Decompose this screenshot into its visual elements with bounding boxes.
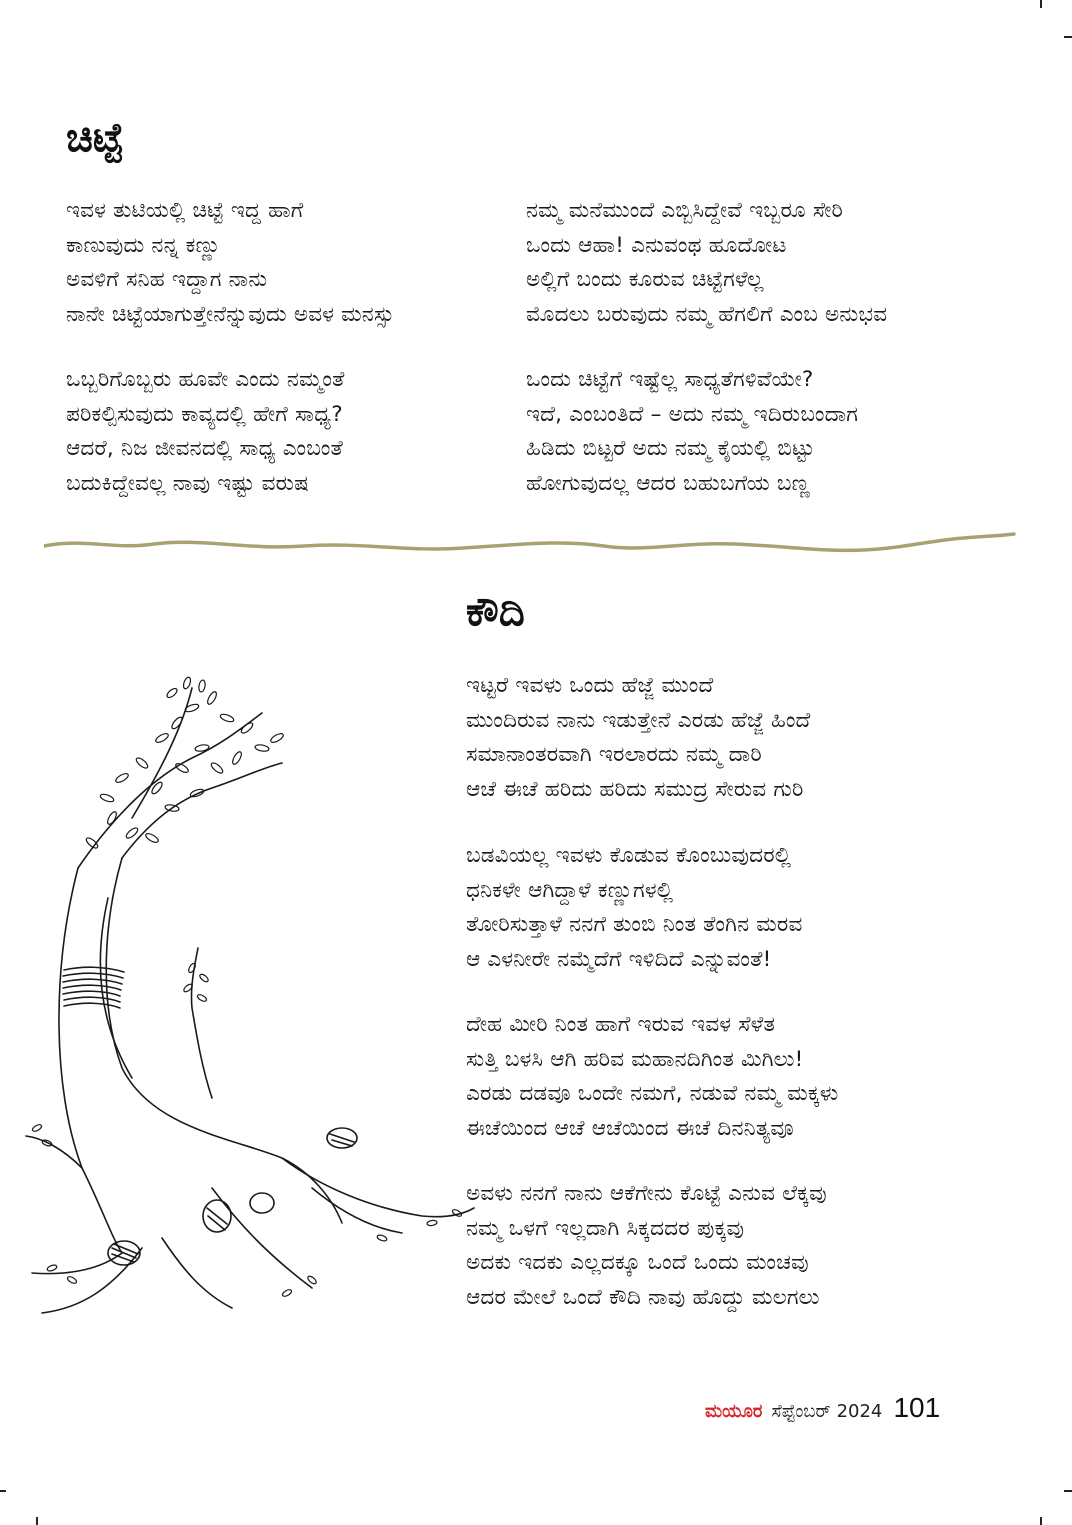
root-knots: [108, 1128, 357, 1265]
poem-line: ಮೊದಲು ಬರುವುದು ನಮ್ಮ ಹೆಗಲಿಗೆ ಎಂಬ ಅನುಭವ: [526, 302, 888, 328]
poem-line: ಸುತ್ತಿ ಬಳಸಿ ಆಗಿ ಹರಿವ ಮಹಾನದಿಗಿಂತ ಮಿಗಿಲು!: [466, 1046, 804, 1072]
poem1-stanza-4: [526, 363, 858, 502]
poem-line: ಎರಡು ದಡವೂ ಒಂದೇ ನಮಗೆ, ನಡುವೆ ನಮ್ಮ ಮಕ್ಕಳು: [466, 1081, 839, 1107]
root-mid: [212, 1188, 312, 1288]
poem1-stanza-1: [66, 194, 394, 332]
poem-line: ಆದರೆ, ನಿಜ ಜೀವನದಲ್ಲಿ ಸಾಧ್ಯ ಎಂಬಂತೆ: [66, 436, 343, 461]
trunk-band: [63, 967, 124, 1008]
poem-line: ಒಬ್ಬರಿಗೊಬ್ಬರು ಹೂವೇ ಎಂದು ನಮ್ಮಂತೆ: [66, 367, 345, 392]
crop-mark-right-top: [1064, 36, 1072, 38]
poem-line: ಅವಳಿಗೆ ಸನಿಹ ಇದ್ದಾಗ ನಾನು: [66, 267, 268, 292]
poem-line: ಮುಂದಿರುವ ನಾನು ಇಡುತ್ತೇನೆ ಎರಡು ಹೆಜ್ಜೆ ಹಿಂದೆ: [466, 707, 811, 733]
poem2-stanza-2: [466, 839, 802, 977]
poem-line: ಧನಿಕಳೇ ಆಗಿದ್ದಾಳೆ ಕಣ್ಣುಗಳಲ್ಲಿ: [466, 877, 674, 903]
poem-line: ನಮ್ಮ ಒಳಗೆ ಇಲ್ಲದಾಗಿ ಸಿಕ್ಕದದರ ಪುಕ್ಕವು: [466, 1215, 745, 1241]
poem-title-chitte: ಚಿಟ್ಟೆ: [66, 115, 124, 161]
crop-mark-bottom-left: [36, 1517, 38, 1525]
root-center: [162, 1238, 232, 1308]
poem-line: ಸಮಾನಾಂತರವಾಗಿ ಇರಲಾರದು ನಮ್ಮ ದಾರಿ: [466, 742, 762, 768]
poem-line: ದೇಹ ಮೀರಿ ನಿಂತ ಹಾಗೆ ಇರುವ ಇವಳ ಸೆಳೆತ: [466, 1012, 776, 1037]
issue-date: ಸೆಪ್ಟೆಂಬರ್ 2024: [771, 1401, 883, 1422]
sprig-leaves: [31, 962, 462, 1297]
poem1-stanza-3: [526, 194, 887, 333]
poem-line: ಕಾಣುವುದು ನನ್ನ ಕಣ್ಣು: [66, 232, 221, 258]
page-footer: [705, 1392, 940, 1428]
poem-line: ನಾನೇ ಚಿಟ್ಟೆಯಾಗುತ್ತೇನೆನ್ನುವುದು ಅವಳ ಮನಸ್ಸು: [66, 301, 395, 327]
canopy-branch: [78, 713, 262, 868]
crop-mark-left-bottom: [0, 1490, 6, 1492]
poem-line: ನಮ್ಮ ಮನೆಮುಂದೆ ಎಬ್ಬಿಸಿದ್ದೇವೆ ಇಬ್ಬರೂ ಸೇರಿ: [526, 198, 844, 223]
poem-title-kaudi: ಕೌದಿ: [466, 589, 525, 635]
poem-line: ಈಚೆಯಿಂದ ಆಚೆ ಆಚೆಯಿಂದ ಈಚೆ ದಿನನಿತ್ಯವೂ: [466, 1115, 794, 1141]
canopy-branch-2: [122, 763, 282, 858]
tree-illustration: [12, 668, 482, 1328]
root-main-right: [282, 1158, 474, 1217]
tree-trunk-right: [106, 858, 342, 1223]
crop-mark-right-bottom: [1064, 1490, 1072, 1492]
poem-line: ಇದೆ, ಎಂಬಂತಿದೆ – ಅದು ನಮ್ಮ ಇದಿರುಬಂದಾಗ: [526, 401, 859, 427]
crop-mark-bottom-right: [1040, 1517, 1042, 1525]
poem1-stanza-2: [66, 363, 345, 501]
poem-line: ಅಲ್ಲಿಗೆ ಬಂದು ಕೂರುವ ಚಿಟ್ಟೆಗಳೆಲ್ಲ: [526, 267, 764, 293]
poem-line: ಬದುಕಿದ್ದೇವಲ್ಲ ನಾವು ಇಷ್ಟು ವರುಷ: [66, 470, 309, 496]
poem2-stanza-3: [466, 1008, 838, 1146]
divider-stroke: [44, 534, 1014, 550]
tree-trunk-left: [59, 868, 122, 1253]
poem-line: ಬಡವಿಯಲ್ಲ ಇವಳು ಕೊಡುವ ಕೊಂಬುವುದರಲ್ಲಿ: [466, 843, 792, 868]
poem-line: ಹೋಗುವುದಲ್ಲ ಆದರ ಬಹುಬಗೆಯ ಬಣ್ಣ: [526, 471, 811, 497]
wavy-divider: [44, 524, 1016, 560]
magazine-name: ಮಯೂರ: [705, 1401, 763, 1422]
poem-line: ಹಿಡಿದು ಬಿಟ್ಟರೆ ಅದು ನಮ್ಮ ಕೈಯಲ್ಲಿ ಬಿಟ್ಟು: [526, 436, 815, 462]
poem-line: ಇವಳ ತುಟಿಯಲ್ಲಿ ಚಿಟ್ಟೆ ಇದ್ದ ಹಾಗೆ: [66, 198, 304, 223]
poem-line: ಇಟ್ಟರೆ ಇವಳು ಒಂದು ಹೆಜ್ಜೆ ಮುಂದೆ: [466, 673, 714, 698]
poem-line: ಆದರ ಮೇಲೆ ಒಂದೆ ಕೌದಿ ನಾವು ಹೊದ್ದು ಮಲಗಲು: [466, 1284, 820, 1310]
root-branch-upper: [191, 948, 212, 1098]
poem-line: ಆ ಎಳನೀರೇ ನಮ್ಮೆದೆಗೆ ಇಳಿದಿದೆ ಎನ್ನುವಂತೆ!: [466, 946, 772, 972]
poem-line: ಒಂದು ಆಹಾ! ಎನುವಂಥ ಹೂದೋಟ: [526, 232, 787, 258]
canopy-branch-3: [132, 688, 192, 818]
poem2-stanza-1: [466, 669, 811, 807]
poem-line: ಒಂದು ಚಿಟ್ಟೆಗೆ ಇಷ್ಟೆಲ್ಲ ಸಾಧ್ಯತೆಗಳಿವೆಯೇ?: [526, 367, 814, 392]
root-left-2: [42, 1248, 142, 1313]
poem-line: ಅವಳು ನನಗೆ ನಾನು ಆಕೆಗೇನು ಕೊಟ್ಟೆ ಎನುವ ಲೆಕ್ಕವು: [466, 1181, 827, 1206]
poem2-stanza-4: [466, 1177, 827, 1315]
poem-line: ಪರಿಕಲ್ಪಿಸುವುದು ಕಾವ್ಯದಲ್ಲಿ ಹೇಗೆ ಸಾಧ್ಯ?: [66, 401, 343, 427]
poem-line: ಆಚೆ ಈಚೆ ಹರಿದು ಹರಿದು ಸಮುದ್ರ ಸೇರುವ ಗುರಿ: [466, 776, 804, 802]
poem-line: ಅದಕು ಇದಕು ಎಲ್ಲದಕ್ಕೂ ಒಂದೆ ಒಂದು ಮಂಚವು: [466, 1250, 809, 1276]
page-number: 101: [893, 1392, 941, 1423]
crop-mark-top: [1040, 0, 1042, 8]
poem-line: ತೋರಿಸುತ್ತಾಳೆ ನನಗೆ ತುಂಬಿ ನಿಂತ ತೆಂಗಿನ ಮರವ: [466, 912, 803, 938]
canopy-leaves: [85, 676, 285, 849]
